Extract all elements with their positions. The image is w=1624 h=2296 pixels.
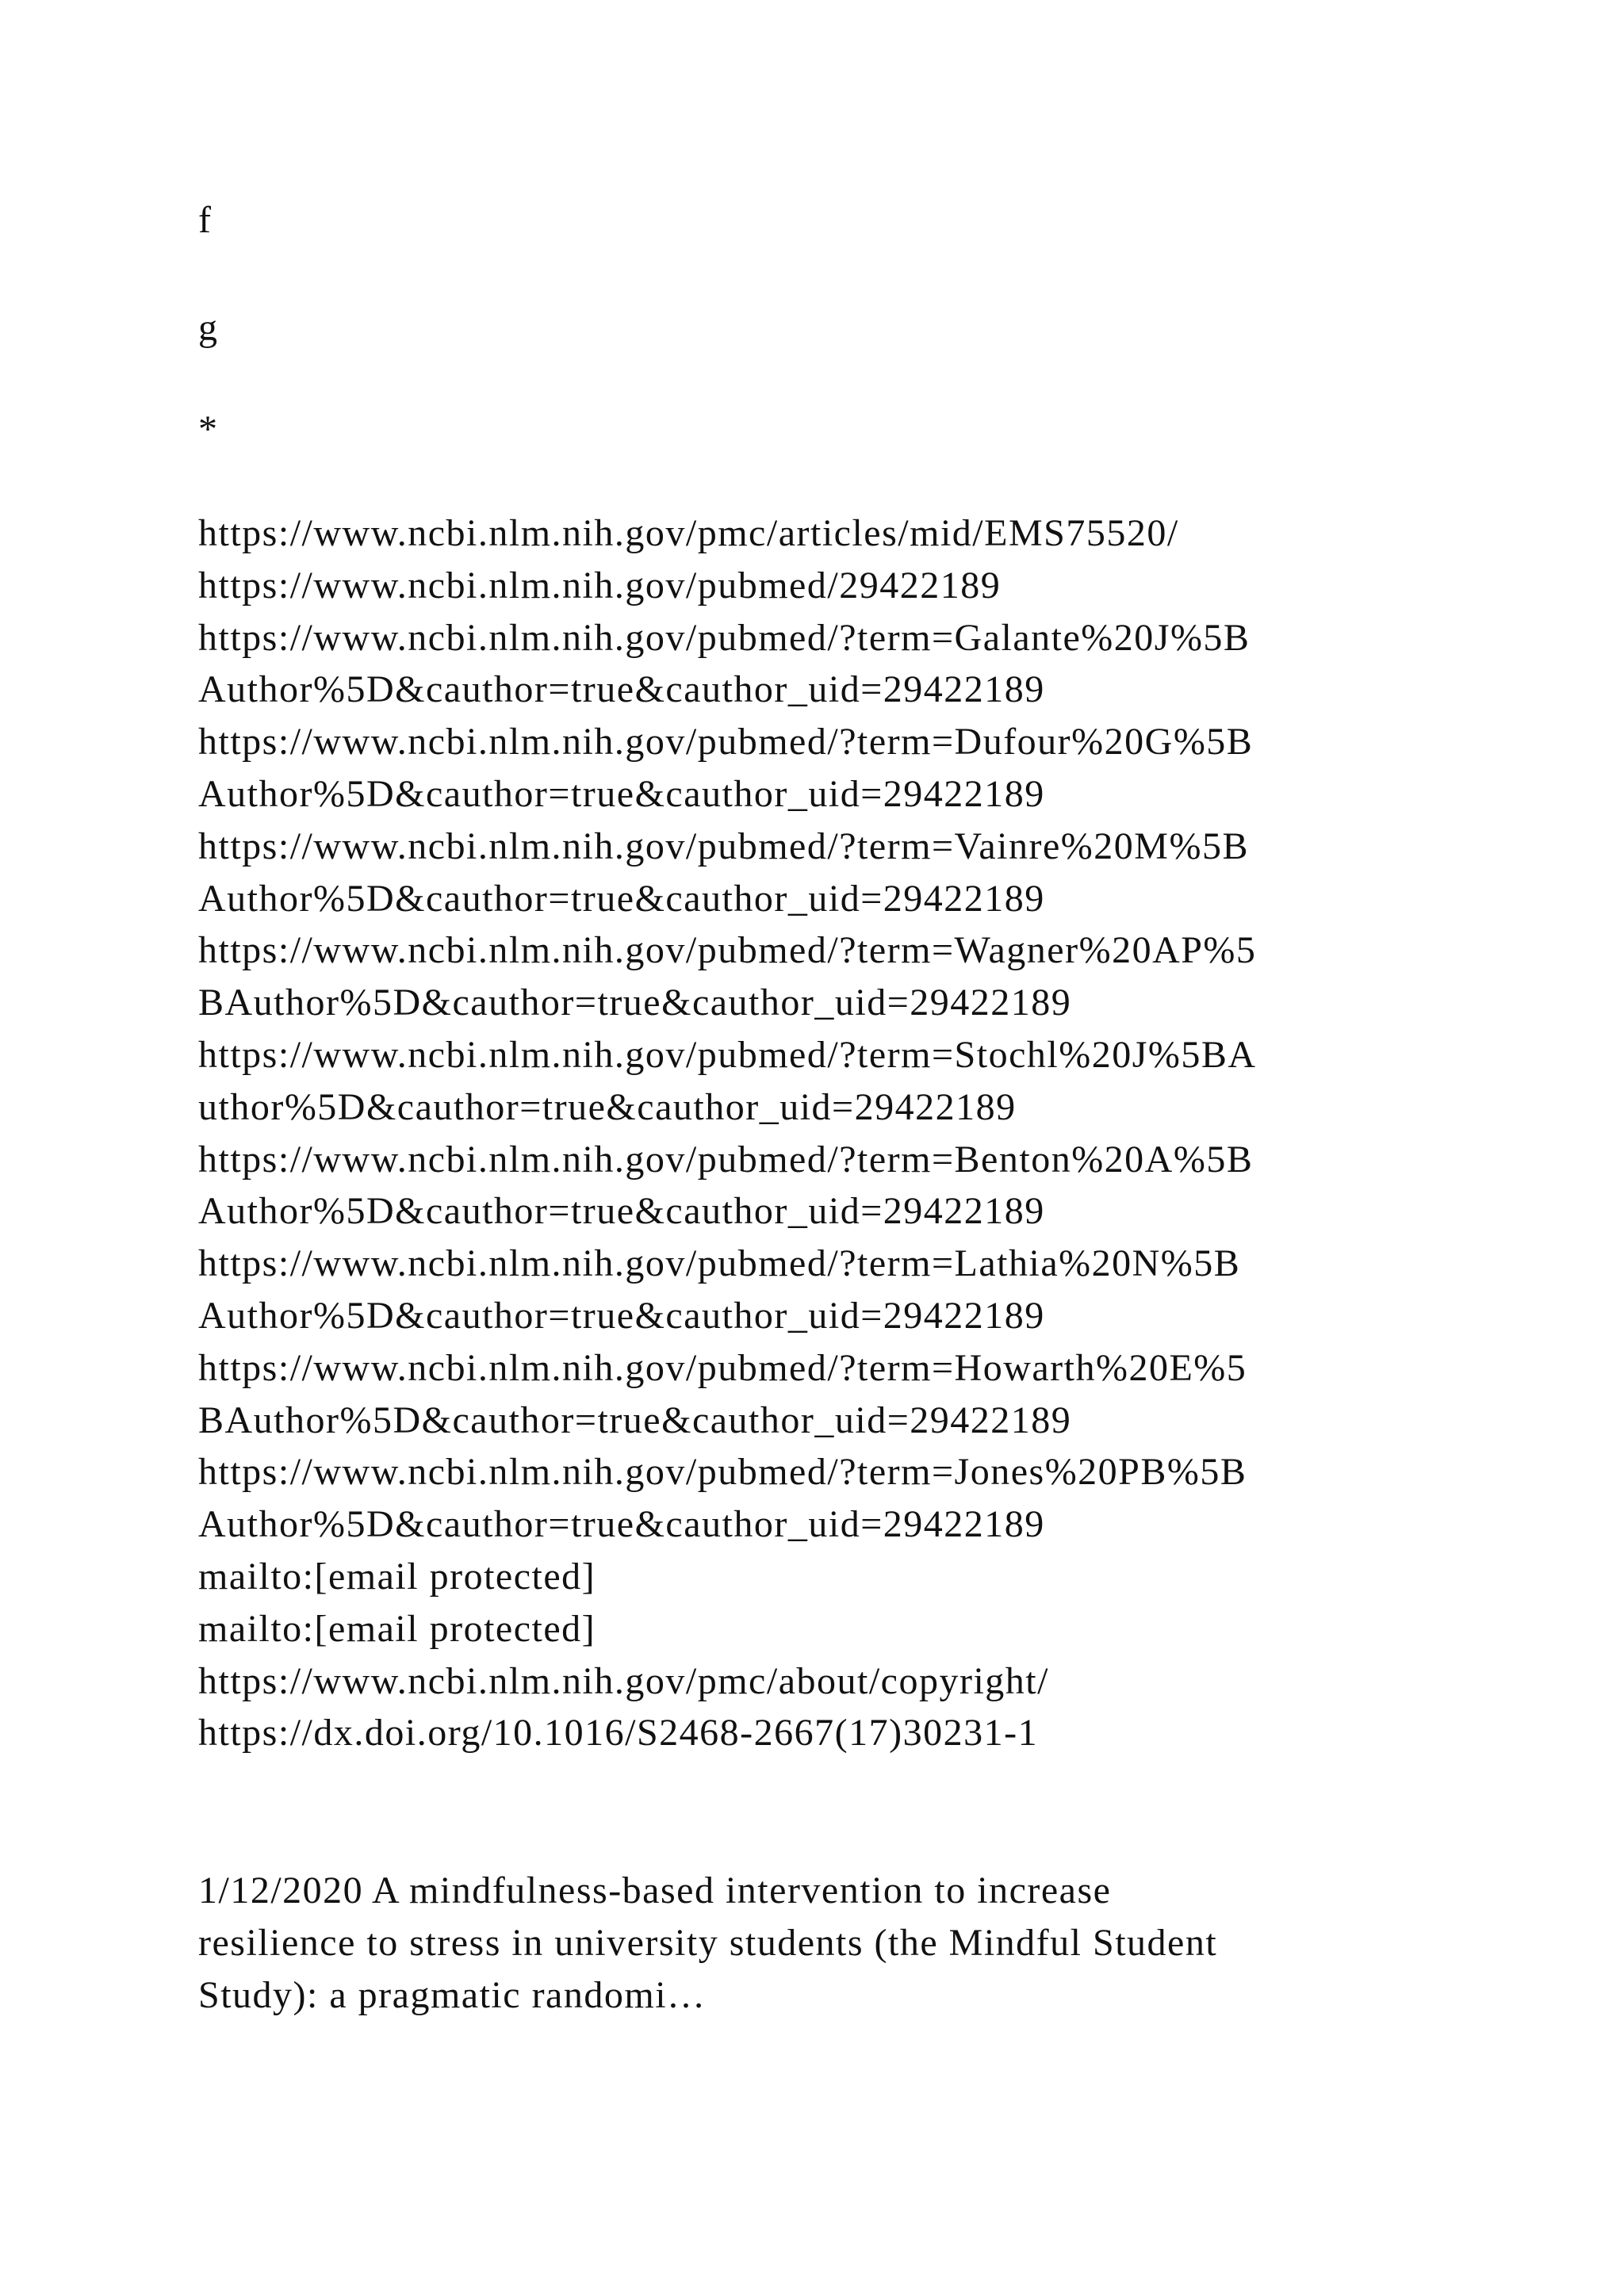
link-line[interactable]: https://www.ncbi.nlm.nih.gov/pubmed/?term=Wagner%20AP%5 [198,929,1257,972]
link-line[interactable]: Author%5D&cauthor=true&cauthor_uid=29422189 [198,1294,1045,1337]
email-link-line[interactable]: mailto:[email protected] [198,1555,596,1598]
link-line[interactable]: https://www.ncbi.nlm.nih.gov/pubmed/?term=Dufour%20G%5B [198,721,1254,763]
copyright-link-line[interactable]: https://www.ncbi.nlm.nih.gov/pmc/about/copyright/ [198,1659,1049,1702]
footer-line: resilience to stress in university students (the Mindful Student [198,1922,1218,1964]
link-line[interactable]: https://www.ncbi.nlm.nih.gov/pubmed/?term=Galante%20J%5B [198,616,1251,659]
reference-link-list [198,507,1546,1759]
link-line[interactable]: https://www.ncbi.nlm.nih.gov/pubmed/?term=Vainre%20M%5B [198,825,1249,867]
link-line[interactable]: Author%5D&cauthor=true&cauthor_uid=29422189 [198,1503,1045,1546]
link-line[interactable]: Author%5D&cauthor=true&cauthor_uid=29422189 [198,1190,1045,1233]
link-line[interactable]: https://www.ncbi.nlm.nih.gov/pubmed/?term=Lathia%20N%5B [198,1242,1241,1285]
link-line[interactable]: Author%5D&cauthor=true&cauthor_uid=29422189 [198,772,1045,815]
footnote-marker-asterisk: * [198,408,217,450]
link-line[interactable]: Author%5D&cauthor=true&cauthor_uid=29422189 [198,668,1045,711]
footer-line: 1/12/2020 A mindfulness-based intervention to increase [198,1869,1112,1911]
link-line[interactable]: BAuthor%5D&cauthor=true&cauthor_uid=29422189 [198,982,1072,1024]
link-line[interactable]: Author%5D&cauthor=true&cauthor_uid=29422189 [198,877,1045,920]
link-line[interactable]: https://www.ncbi.nlm.nih.gov/pubmed/?term=Jones%20PB%5B [198,1451,1247,1494]
page-footer-title [198,1865,1467,2022]
link-line[interactable]: https://www.ncbi.nlm.nih.gov/pubmed/?term=Benton%20A%5B [198,1138,1254,1181]
link-line[interactable]: https://www.ncbi.nlm.nih.gov/pubmed/29422189 [198,564,1002,607]
footnote-marker-g: g [198,307,217,349]
link-line[interactable]: https://www.ncbi.nlm.nih.gov/pubmed/?term=Howarth%20E%5 [198,1346,1247,1389]
link-line[interactable]: uthor%5D&cauthor=true&cauthor_uid=29422189 [198,1085,1017,1128]
link-line[interactable]: https://www.ncbi.nlm.nih.gov/pmc/articles/mid/EMS75520/ [198,512,1179,554]
link-line[interactable]: https://www.ncbi.nlm.nih.gov/pubmed/?term=Stochl%20J%5BA [198,1033,1257,1076]
footer-line: Study): a pragmatic randomi… [198,1974,707,2016]
footnote-marker-f: f [198,199,211,241]
doi-link-line[interactable]: https://dx.doi.org/10.1016/S2468-2667(17)30231-1 [198,1712,1039,1755]
link-line[interactable]: BAuthor%5D&cauthor=true&cauthor_uid=29422189 [198,1399,1072,1441]
email-link-line[interactable]: mailto:[email protected] [198,1607,596,1650]
